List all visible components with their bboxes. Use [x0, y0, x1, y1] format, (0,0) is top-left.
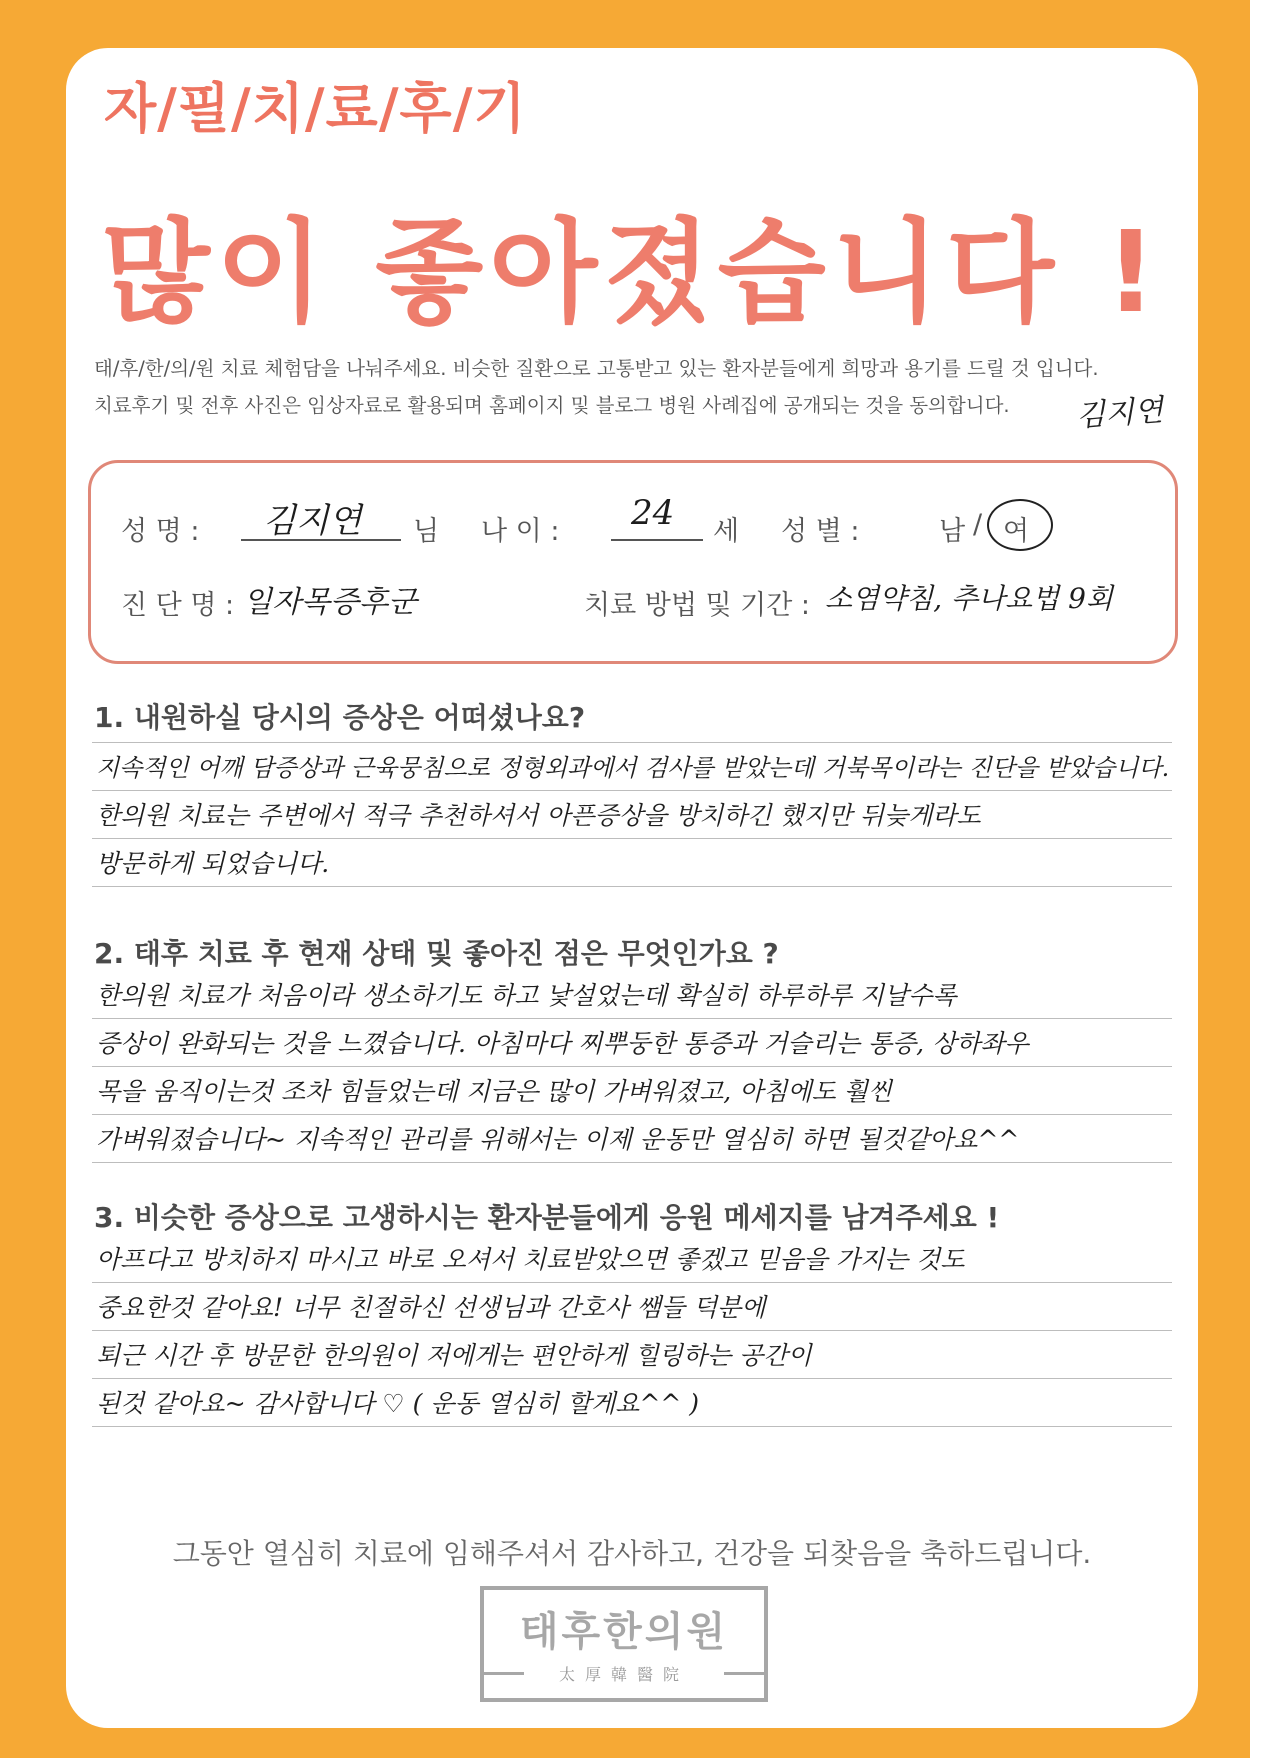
- answer-rule: [92, 1066, 1172, 1067]
- answer-rule: [92, 1426, 1172, 1427]
- answer-1-line-3: 방문하게 되었습니다.: [96, 849, 330, 878]
- answer-rule: [92, 742, 1172, 743]
- answer-1-line-1: 지속적인 어깨 담증상과 근육뭉침으로 정형외과에서 검사를 받았는데 거북목이라는 진단을 받았습니다.: [96, 754, 1170, 782]
- answer-rule: [92, 1330, 1172, 1331]
- clinic-logo-name: 태후한의원: [519, 1609, 729, 1655]
- answer-rule: [92, 1114, 1172, 1115]
- answer-2-line-3: 목을 움직이는것 조차 힘들었는데 지금은 많이 가벼워졌고, 아침에도 훨씬: [96, 1077, 893, 1106]
- answer-3-line-2: 중요한것 같아요! 너무 친절하신 선생님과 간호사 쌤들 덕분에: [96, 1293, 766, 1322]
- headline: 많이 좋아졌습니다 !: [101, 208, 1163, 338]
- treatment-label: 치료 방법 및 기간 :: [584, 590, 811, 621]
- answer-rule: [92, 838, 1172, 839]
- answer-3-line-4: 된것 같아요~ 감사합니다 ♡ ( 운동 열심히 할게요^^ ): [96, 1389, 700, 1418]
- age-value: 24: [631, 493, 675, 533]
- answer-rule: [92, 1282, 1172, 1283]
- answer-rule: [92, 1162, 1172, 1163]
- answer-rule: [92, 1018, 1172, 1019]
- name-value: 김지연: [263, 501, 362, 541]
- consent-line-1: 태/후/한/의/원 치료 체험담을 나눠주세요. 비슷한 질환으로 고통받고 있는 환자분들에게 희망과 용기를 드릴 것 입니다.: [94, 357, 1099, 380]
- age-suffix: 세: [713, 516, 740, 547]
- answer-3-line-3: 퇴근 시간 후 방문한 한의원이 저에게는 편안하게 힐링하는 공간이: [96, 1341, 812, 1370]
- name-label: 성 명 :: [121, 516, 200, 547]
- patient-info-box: [88, 460, 1178, 664]
- answer-rule: [92, 1378, 1172, 1379]
- answer-2-line-4: 가벼워졌습니다~ 지속적인 관리를 위해서는 이제 운동만 열심히 하면 될것같아요^^: [96, 1125, 1020, 1154]
- question-1-title: 1. 내원하실 당시의 증상은 어떠셨나요?: [94, 701, 586, 734]
- name-underline: [241, 539, 401, 541]
- treatment-value: 소염약침, 추나요법 9회: [825, 582, 1113, 615]
- gender-separator: /: [973, 509, 983, 540]
- gender-circle-mark: [987, 499, 1053, 551]
- clinic-logo-hanja: 太厚韓醫院: [524, 1662, 724, 1685]
- answer-2-line-2: 증상이 완화되는 것을 느꼈습니다. 아침마다 찌뿌둥한 통증과 거슬리는 통증, 상하좌우: [96, 1029, 1029, 1058]
- diagnosis-value: 일자목증후군: [243, 585, 417, 620]
- stamp-divider-left: [484, 1672, 524, 1675]
- answer-rule: [92, 790, 1172, 791]
- answer-3-line-1: 아프다고 방치하지 마시고 바로 오셔서 치료받았으면 좋겠고 믿음을 가지는 것도: [96, 1245, 965, 1274]
- diagnosis-label: 진 단 명 :: [121, 590, 235, 621]
- answer-rule: [92, 886, 1172, 887]
- question-2-title: 2. 태후 치료 후 현재 상태 및 좋아진 점은 무엇인가요 ?: [94, 937, 779, 970]
- review-card: [66, 48, 1198, 1728]
- question-3-title: 3. 비슷한 증상으로 고생하시는 환자분들에게 응원 메세지를 남겨주세요 !: [94, 1201, 1000, 1234]
- answer-1-line-2: 한의원 치료는 주변에서 적극 추천하셔서 아픈증상을 방치하긴 했지만 뒤늦게라도: [96, 801, 981, 830]
- gender-male: 남: [939, 516, 966, 547]
- form-kicker: 자/필/치/료/후/기: [104, 77, 527, 140]
- age-label: 나 이 :: [481, 516, 560, 547]
- closing-message: 그동안 열심히 치료에 임해주셔서 감사하고, 건강을 되찾음을 축하드립니다.: [172, 1537, 1092, 1570]
- name-suffix: 님: [413, 516, 440, 547]
- answer-2-line-1: 한의원 치료가 처음이라 생소하기도 하고 낯설었는데 확실히 하루하루 지날수록: [96, 981, 957, 1010]
- age-underline: [611, 539, 703, 541]
- handwritten-signature: 김지연: [1075, 393, 1165, 434]
- scan-edge: [1250, 0, 1280, 1758]
- gender-female: 여: [1003, 516, 1030, 547]
- consent-line-2: 치료후기 및 전후 사진은 임상자료로 활용되며 홈페이지 및 블로그 병원 사례집에 공개되는 것을 동의합니다.: [94, 394, 1010, 417]
- gender-label: 성 별 :: [781, 516, 860, 547]
- stamp-divider-right: [724, 1672, 764, 1675]
- clinic-logo-stamp: [480, 1586, 768, 1702]
